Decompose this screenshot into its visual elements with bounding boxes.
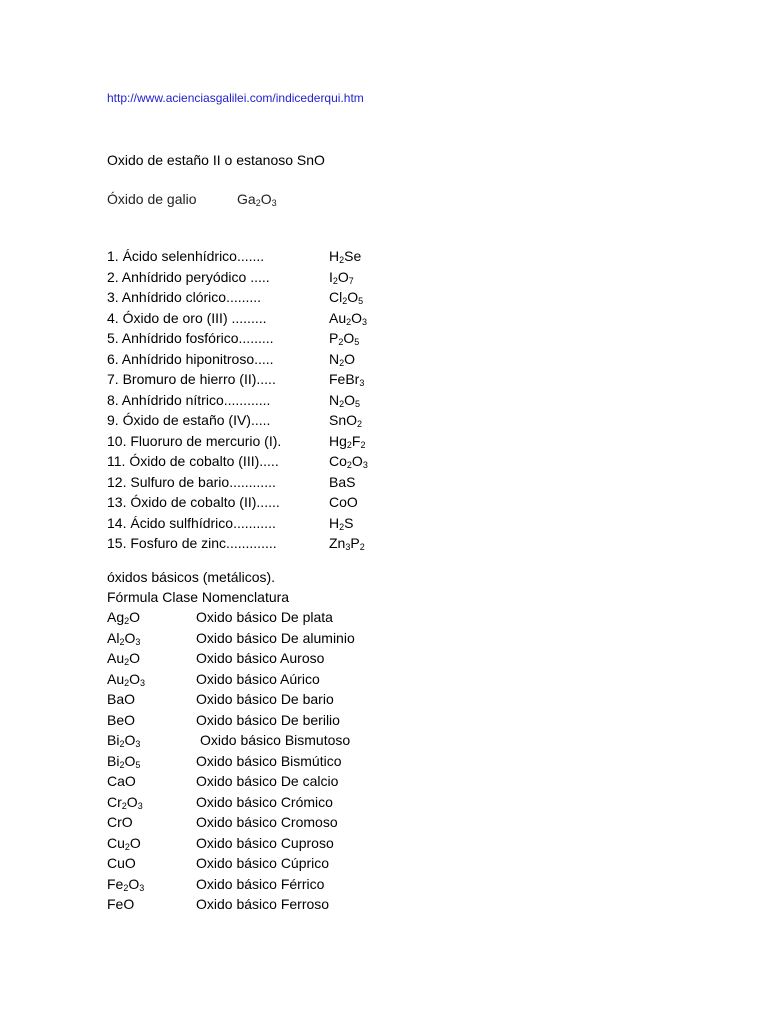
list-item (107, 328, 427, 349)
basic-oxides-heading: óxidos básicos (metálicos). (107, 569, 276, 585)
oxide-description: Oxido básico De bario (196, 691, 334, 707)
formula-part: Se (344, 248, 362, 264)
compound-formula (329, 246, 361, 266)
list-item (107, 349, 427, 370)
formula-part: FeO (107, 896, 135, 912)
formula-part: F (351, 432, 361, 449)
formula-part: CoO (329, 494, 358, 510)
oxide-formula (107, 792, 143, 812)
formula-part: O (129, 670, 141, 687)
formula-part: O (129, 650, 141, 666)
oxide-formula (107, 853, 136, 873)
formula-part: O (124, 732, 136, 748)
table-row (107, 812, 427, 833)
formula-part: Cl (329, 289, 343, 305)
compound-formula (329, 431, 366, 451)
formula-part: O (126, 793, 138, 810)
formula-subscript: 2 (339, 357, 345, 368)
compound-formula (329, 390, 360, 410)
oxide-list (107, 607, 427, 915)
formula-subscript: 3 (140, 677, 146, 688)
compound-formula (329, 369, 364, 389)
formula-subscript: 2 (124, 657, 130, 667)
table-row (107, 710, 427, 731)
table-row (107, 669, 427, 690)
formula-subscript: 2 (119, 636, 125, 647)
formula-part: P (350, 535, 360, 551)
oxide-description: Oxido básico De aluminio (196, 629, 355, 646)
oxide-description: Oxido básico Auroso (196, 650, 325, 666)
formula-subscript: 2 (346, 439, 352, 450)
formula-part: Fe (107, 875, 124, 892)
oxide-formula (107, 669, 145, 689)
formula-part: O (124, 629, 136, 646)
formula-part: O (351, 453, 363, 469)
formula-part: Au (107, 650, 125, 666)
formula-subscript: 2 (124, 677, 130, 688)
list-item (107, 472, 427, 493)
oxide-description: Oxido básico Crómico (196, 793, 333, 810)
oxide-formula (107, 874, 144, 894)
formula-part: SnO (329, 412, 358, 428)
compound-name: 14. Ácido sulfhídrico........... (107, 514, 276, 531)
table-row (107, 894, 427, 915)
formula-subscript: 2 (119, 759, 125, 770)
compound-name: 4. Óxido de oro (III) ......... (107, 309, 267, 326)
table-row (107, 771, 427, 792)
compound-formula (329, 328, 359, 348)
list-item (107, 513, 427, 534)
formula-part: O (343, 330, 355, 346)
oxide-formula (107, 730, 140, 750)
list-item (107, 267, 427, 288)
formula-part: BeO (107, 711, 136, 728)
formula-part: O (344, 350, 356, 367)
compound-name: 8. Anhídrido nítrico............ (107, 391, 271, 408)
list-item (107, 390, 427, 411)
formula-subscript: 2 (338, 337, 344, 347)
oxide-formula (107, 710, 135, 730)
compound-formula (329, 492, 358, 512)
oxide-formula (107, 607, 140, 627)
formula-part: Ag (107, 609, 125, 625)
oxide-description: Oxido básico Cromoso (196, 814, 338, 830)
oxide-formula (107, 751, 140, 771)
formula-subscript: 5 (355, 398, 361, 409)
compound-name: 11. Óxido de cobalto (III)..... (107, 453, 279, 469)
compound-name: 13. Óxido de cobalto (II)...... (107, 494, 280, 510)
formula-part: CuO (107, 855, 136, 871)
oxide-formula (107, 648, 140, 668)
formula-part: BaS (329, 473, 356, 490)
table-header: Fórmula Clase Nomenclatura (107, 589, 290, 605)
compound-formula (329, 472, 355, 492)
formula-part: Al (107, 629, 120, 646)
compound-formula (329, 308, 367, 328)
galio-line (107, 190, 277, 208)
oxide-formula (107, 771, 136, 791)
oxide-description: Oxido básico Ferroso (196, 896, 330, 912)
list-item (107, 492, 427, 513)
formula-subscript: 2 (342, 296, 348, 306)
formula-part: O (351, 309, 363, 326)
formula-part: O (337, 268, 349, 285)
oxide-description: Oxido básico De plata (196, 609, 333, 625)
formula-subscript: 2 (332, 275, 338, 286)
oxide-formula (107, 689, 135, 709)
formula-subscript: 2 (357, 419, 363, 429)
formula-part: N (329, 350, 340, 367)
compound-name: 3. Anhídrido clórico......... (107, 289, 262, 305)
formula-subscript: 2 (339, 521, 345, 532)
compound-formula (329, 267, 354, 287)
oxide-formula (107, 628, 140, 648)
formula-part: FeBr (329, 371, 360, 387)
compound-list (107, 246, 427, 554)
oxide-description: Oxido básico Cuproso (196, 834, 334, 851)
source-link[interactable]: http://www.acienciasgalilei.com/indicederqui.htm (107, 91, 364, 105)
formula-subscript: 3 (362, 316, 368, 327)
list-item (107, 431, 427, 452)
formula-part: CaO (107, 773, 136, 789)
compound-name: 15. Fosfuro de zinc............. (107, 535, 277, 551)
list-item (107, 287, 427, 308)
oxide-formula (107, 833, 141, 853)
formula-subscript: 7 (348, 275, 354, 286)
compound-formula (329, 349, 355, 369)
formula-subscript: 2 (359, 542, 365, 552)
list-item (107, 246, 427, 267)
compound-name: 10. Fluoruro de mercurio (I). (107, 432, 282, 449)
oxide-description: Oxido básico Aúrico (196, 670, 320, 687)
table-row (107, 792, 427, 813)
formula-subscript: 2 (124, 616, 130, 626)
compound-formula (329, 513, 353, 533)
formula-part: Ga (237, 191, 256, 207)
oxide-description: Oxido básico Cúprico (196, 855, 330, 871)
formula-subscript: 2 (124, 841, 130, 852)
formula-part: Au (107, 670, 125, 687)
formula-part: N (329, 391, 340, 408)
oxide-formula (107, 894, 134, 914)
formula-subscript: 3 (359, 378, 365, 388)
compound-formula (329, 287, 363, 307)
table-row (107, 607, 427, 628)
table-row (107, 833, 427, 854)
formula-part: P (329, 330, 339, 346)
table-row (107, 628, 427, 649)
formula-subscript: 2 (360, 439, 366, 450)
compound-name: 1. Ácido selenhídrico....... (107, 248, 265, 264)
formula-subscript: 2 (123, 882, 129, 893)
formula-part: BaO (107, 691, 136, 707)
compound-name: 5. Anhídrido fosfórico......... (107, 330, 274, 346)
formula-part: Bi (107, 752, 120, 769)
galio-label: Óxido de galio (107, 191, 197, 207)
oxide-description: Oxido básico De calcio (196, 773, 339, 789)
oxide-formula (107, 812, 133, 832)
formula-subscript: 5 (135, 759, 141, 770)
formula-part: I (329, 268, 333, 285)
sno-line: Oxido de estaño II o estanoso SnO (107, 152, 325, 168)
formula-subscript: 3 (135, 636, 141, 647)
formula-subscript: 2 (339, 255, 345, 265)
formula-subscript: 2 (255, 198, 261, 208)
formula-part: Zn (329, 535, 346, 551)
formula-part: O (128, 875, 140, 892)
formula-part: O (129, 834, 141, 851)
formula-part: H (329, 514, 340, 531)
formula-part: Cr (107, 793, 122, 810)
table-row (107, 689, 427, 710)
table-row (107, 648, 427, 669)
compound-name: 12. Sulfuro de bario............ (107, 473, 276, 490)
formula-part: Bi (107, 732, 120, 748)
compound-formula (329, 533, 365, 553)
table-row (107, 874, 427, 895)
formula-subscript: 5 (354, 337, 360, 347)
list-item (107, 308, 427, 329)
compound-name: 7. Bromuro de hierro (II)..... (107, 371, 276, 387)
table-row (107, 853, 427, 874)
formula-subscript: 2 (121, 800, 127, 811)
formula-part: H (329, 248, 340, 264)
galio-formula (237, 190, 277, 208)
formula-part: Au (329, 309, 347, 326)
formula-subscript: 3 (135, 739, 141, 749)
formula-part: Co (329, 453, 347, 469)
formula-part: O (129, 609, 141, 625)
oxide-description: Oxido básico Bismútico (196, 752, 342, 769)
oxide-description: Oxido básico Férrico (196, 875, 325, 892)
list-item (107, 451, 427, 472)
compound-name: 9. Óxido de estaño (IV)..... (107, 412, 271, 428)
list-item (107, 410, 427, 431)
formula-subscript: 3 (137, 800, 143, 811)
compound-name: 2. Anhídrido peryódico ..... (107, 268, 270, 285)
formula-subscript: 2 (339, 398, 345, 409)
list-item (107, 533, 427, 554)
formula-part: CrO (107, 814, 133, 830)
compound-formula (329, 451, 368, 471)
formula-subscript: 2 (346, 316, 352, 327)
formula-part: Hg (329, 432, 347, 449)
formula-part: O (260, 191, 272, 207)
compound-formula (329, 410, 362, 430)
formula-subscript: 3 (271, 198, 277, 208)
formula-subscript: 5 (358, 296, 364, 306)
list-item (107, 369, 427, 390)
oxide-description: Oxido básico De berilio (196, 711, 340, 728)
formula-part: Cu (107, 834, 125, 851)
formula-subscript: 2 (119, 739, 125, 749)
formula-subscript: 3 (345, 542, 351, 552)
formula-subscript: 3 (362, 460, 368, 470)
formula-subscript: 2 (346, 460, 352, 470)
oxide-description: Oxido básico Bismutoso (200, 732, 351, 748)
compound-name: 6. Anhídrido hiponitroso..... (107, 350, 274, 367)
formula-part: O (344, 391, 356, 408)
table-row (107, 730, 427, 751)
table-row (107, 751, 427, 772)
formula-subscript: 3 (139, 882, 145, 893)
formula-part: S (344, 514, 354, 531)
formula-part: O (347, 289, 359, 305)
formula-part: O (124, 752, 136, 769)
